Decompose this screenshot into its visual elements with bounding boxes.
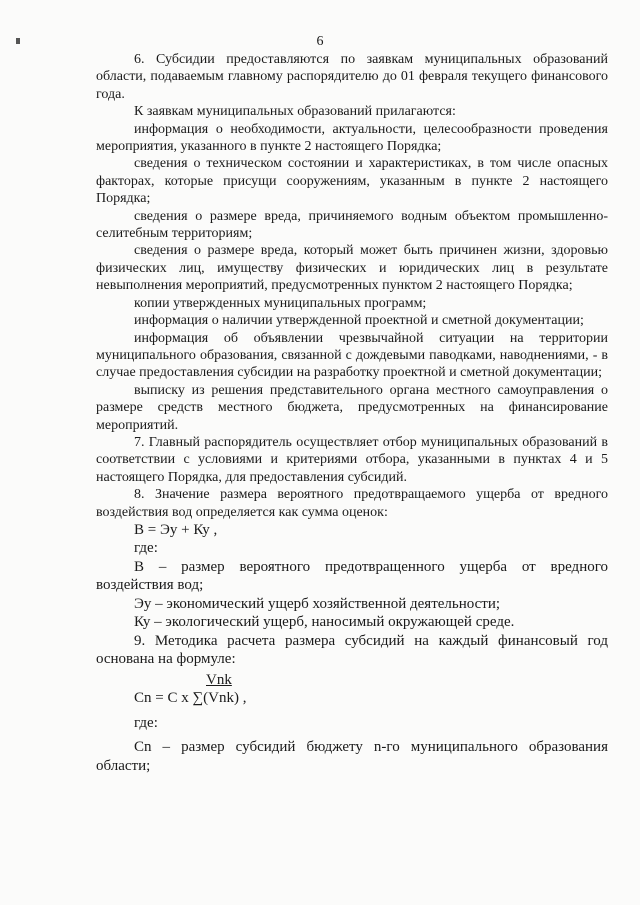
list-item-necessity-info: информация о необходимости, актуальности, целесообразности проведения мероприятия, указанного в пункте 2 настоящего Порядка; [96, 121, 608, 155]
formula-damage: В = Эу + Ку , [134, 521, 218, 538]
definition-cn: Cn – размер субсидий бюджету n-го муниципального образования области; [96, 739, 608, 774]
formula-block-1 [96, 521, 608, 669]
where-label: где: [134, 540, 158, 557]
list-item-damage-by-water: сведения о размере вреда, причиняемого водным объектом промышленно-селитебным территориям; [96, 208, 608, 242]
list-item-project-docs: информация о наличии утвержденной проектной и сметной документации; [134, 313, 584, 329]
formula-block-2 [96, 671, 608, 776]
page-number: 6 [316, 34, 324, 49]
formula-numerator: Vnk [206, 671, 232, 688]
document-body [96, 51, 608, 775]
list-item-damage-to-life: сведения о размере вреда, который может быть причинен жизни, здоровью физических лиц, имуществу физических и юридических лиц в результате невыполнения мероприятий, предусмотренных пунктом 2 настоящего Порядка; [96, 243, 608, 294]
definition-ku: Ку – экологический ущерб, наносимый окружающей среде. [134, 614, 515, 631]
paragraph-attachments-intro: К заявкам муниципальных образований прилагаются: [134, 104, 456, 120]
definition-eu: Эу – экономический ущерб хозяйственной деятельности; [134, 595, 501, 612]
list-item-municipal-programs: копии утвержденных муниципальных программ; [134, 295, 427, 311]
paragraph-8: 8. Значение размера вероятного предотвращаемого ущерба от вредного воздействия вод определяется как сумма оценок: [96, 487, 608, 520]
list-item-technical-state: сведения о техническом состоянии и характеристиках, в том числе опасных факторах, которые присущи сооружениям, указанным в пункте 2 настоящего Порядка; [96, 156, 608, 207]
where-label-2: где: [134, 714, 158, 731]
paragraph-9: 9. Методика расчета размера субсидий на каждый финансовый год основана на формуле: [96, 632, 608, 668]
paragraph-6: 6. Субсидии предоставляются по заявкам муниципальных образований области, подаваемым главному распорядителю до 01 февраля текущего финансового года. [96, 52, 608, 102]
list-item-emergency-info: информация об объявлении чрезвычайной ситуации на территории муниципального образования, связанной с дождевыми паводками, наводнениями, - в случае предоставления субсидии на разработку проектной и сметной документации; [96, 330, 608, 381]
formula-subsidy: Cn = C x ∑(Vnk) , [134, 690, 247, 707]
paragraph-7: 7. Главный распорядитель осуществляет отбор муниципальных образований в соответствии с условиями и критериями отбора, указанными в пунктах 4 и 5 настоящего Порядка, для предоставления субсидий. [96, 434, 608, 485]
definition-b: В – размер вероятного предотвращенного ущерба от вредного воздействия вод; [96, 558, 608, 594]
list-item-budget-extract: выписку из решения представительного органа местного самоуправления о размере средств местного бюджета, предусмотренных на финансирование мероприятий. [96, 382, 608, 433]
